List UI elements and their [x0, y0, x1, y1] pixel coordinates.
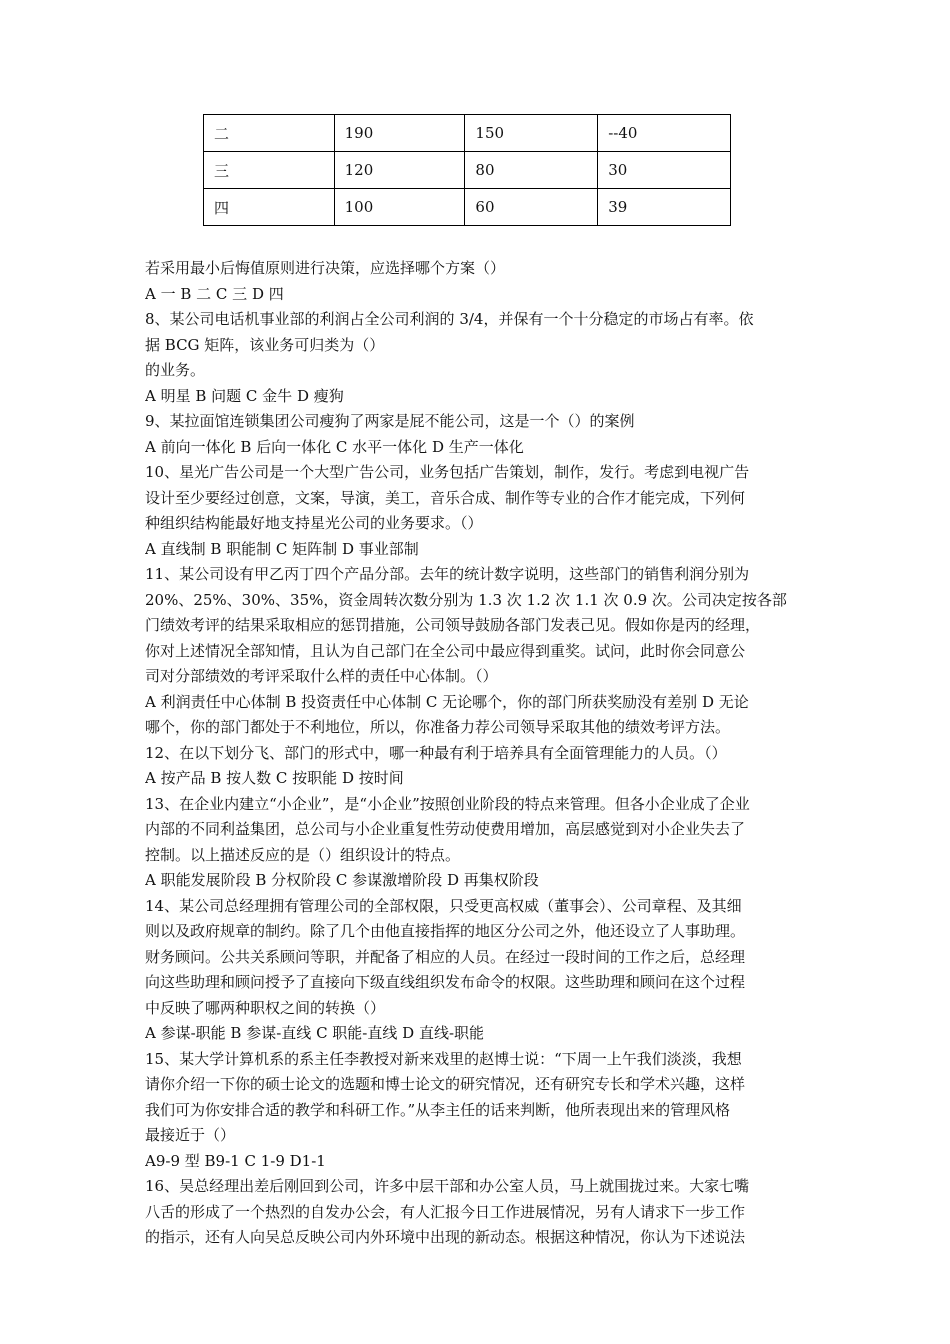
text-line: 设计至少要经过创意，文案，导演，美工，音乐合成、制作等专业的合作才能完成，下列何 — [145, 488, 746, 507]
table-cell: 二 — [204, 115, 335, 152]
text-line: 八舌的形成了一个热烈的自发办公会，有人汇报今日工作进展情况，另有人请求下一步工作 — [145, 1202, 746, 1221]
table-cell: 四 — [204, 189, 335, 226]
text-line: A 利润责任中心体制 B 投资责任中心体制 C 无论哪个，你的部门所获奖励没有差别 D 无论 — [145, 692, 749, 711]
text-line: 的指示，还有人向吴总反映公司内外环境中出现的新动态。根据这种情况，你认为下述说法 — [145, 1228, 746, 1246]
text-line: 20%、25%、30%、35%，资金周转次数分别为 1.3 次 1.2 次 1.1 次 0.9 次。公司决定按各部 — [145, 590, 787, 609]
text-line: 种组织结构能最好地支持星光公司的业务要求。（） — [145, 514, 483, 532]
text-line: 控制。以上描述反应的是（）组织设计的特点。 — [145, 845, 461, 864]
table-row — [204, 189, 731, 226]
table-cell: 150 — [465, 115, 598, 152]
table-cell: 30 — [598, 152, 731, 189]
text-line: 哪个，你的部门都处于不利地位，所以，你准备力荐公司领导采取其他的绩效考评方法。 — [145, 718, 731, 736]
text-line: 11、某公司设有甲乙丙丁四个产品分部。去年的统计数字说明，这些部门的销售利润分别为 — [145, 565, 750, 583]
text-line: 内部的不同利益集团，总公司与小企业重复性劳动使费用增加，高层感觉到对小企业失去了 — [145, 820, 746, 838]
text-line: A 参谋-职能 B 参谋-直线 C 职能-直线 D 直线-职能 — [145, 1024, 485, 1042]
table-cell: 三 — [204, 152, 335, 189]
text-line: 则以及政府规章的制约。除了几个由他直接指挥的地区分公司之外，他还设立了人事助理。 — [145, 922, 746, 940]
text-line: 门绩效考评的结果采取相应的惩罚措施，公司领导鼓励各部门发表己见。假如你是丙的经理， — [145, 616, 761, 634]
table-cell: 39 — [598, 189, 731, 226]
question-text — [145, 256, 817, 1251]
text-line: A 职能发展阶段 B 分权阶段 C 参谋激增阶段 D 再集权阶段 — [145, 871, 539, 889]
text-line: A9-9 型 B9-1 C 1-9 D1-1 — [145, 1151, 326, 1170]
table-cell: 80 — [465, 152, 598, 189]
text-line: 向这些助理和顾问授予了直接向下级直线组织发布命令的权限。这些助理和顾问在这个过程 — [145, 973, 746, 991]
text-line: 9、某拉面馆连锁集团公司瘦狗了两家是屁不能公司，这是一个（）的案例 — [145, 412, 635, 430]
text-line: 最接近于（） — [145, 1126, 236, 1144]
text-line: 15、某大学计算机系的系主任李教授对新来戏里的赵博士说：“下周一上午我们淡淡，我想 — [145, 1049, 742, 1068]
text-line: A 明星 B 问题 C 金牛 D 瘦狗 — [145, 386, 344, 405]
table-cell: 100 — [334, 189, 465, 226]
decision-table — [203, 114, 731, 226]
text-line: 若采用最小后悔值原则进行决策，应选择哪个方案（） — [145, 259, 506, 277]
text-line: 14、某公司总经理拥有管理公司的全部权限，只受更高权威（董事会）、公司章程、及其细 — [145, 896, 742, 915]
table-row — [204, 115, 731, 152]
text-line: A 直线制 B 职能制 C 矩阵制 D 事业部制 — [145, 539, 419, 558]
text-line: 的业务。 — [145, 361, 206, 379]
table-cell: 120 — [334, 152, 465, 189]
text-line: 财务顾问。公共关系顾问等职，并配备了相应的人员。在经过一段时间的工作之后，总经理 — [145, 947, 746, 966]
text-line: A 一 B 二 C 三 D 四 — [145, 284, 284, 303]
table-cell: 190 — [334, 115, 465, 152]
text-line: 你对上述情况全部知情，且认为自己部门在全公司中最应得到重奖。试问，此时你会同意公 — [145, 641, 746, 660]
text-line: 据 BCG 矩阵，该业务可归类为（） — [145, 335, 385, 354]
text-line: 13、在企业内建立“小企业”，是“小企业”按照创业阶段的特点来管理。但各小企业成了企业 — [145, 794, 750, 813]
table-body — [204, 115, 731, 226]
text-line: 司对分部绩效的考评采取什么样的责任中心体制。（） — [145, 667, 498, 685]
text-line: 8、某公司电话机事业部的利润占全公司利润的 3/4，并保有一个十分稳定的市场占有率。依 — [145, 310, 754, 328]
text-line: A 按产品 B 按人数 C 按职能 D 按时间 — [145, 769, 404, 787]
text-line: 16、吴总经理出差后刚回到公司，许多中层干部和办公室人员，马上就围拢过来。大家七嘴 — [145, 1177, 750, 1195]
text-line: A 前向一体化 B 后向一体化 C 水平一体化 D 生产一体化 — [145, 437, 524, 456]
text-line: 中反映了哪两种职权之间的转换（） — [145, 998, 386, 1017]
text-line: 请你介绍一下你的硕士论文的选题和博士论文的研究情况，还有研究专长和学术兴趣，这样 — [145, 1075, 746, 1093]
text-line: 12、在以下划分飞、部门的形式中，哪一种最有利于培养具有全面管理能力的人员。（） — [145, 743, 727, 762]
text-line: 我们可为你安排合适的教学和科研工作。”从李主任的话来判断，他所表现出来的管理风格 — [145, 1100, 731, 1119]
table-row — [204, 152, 731, 189]
table-cell: 60 — [465, 189, 598, 226]
text-line: 10、星光广告公司是一个大型广告公司，业务包括广告策划，制作，发行。考虑到电视广告 — [145, 463, 750, 481]
table-cell: --40 — [598, 115, 731, 152]
